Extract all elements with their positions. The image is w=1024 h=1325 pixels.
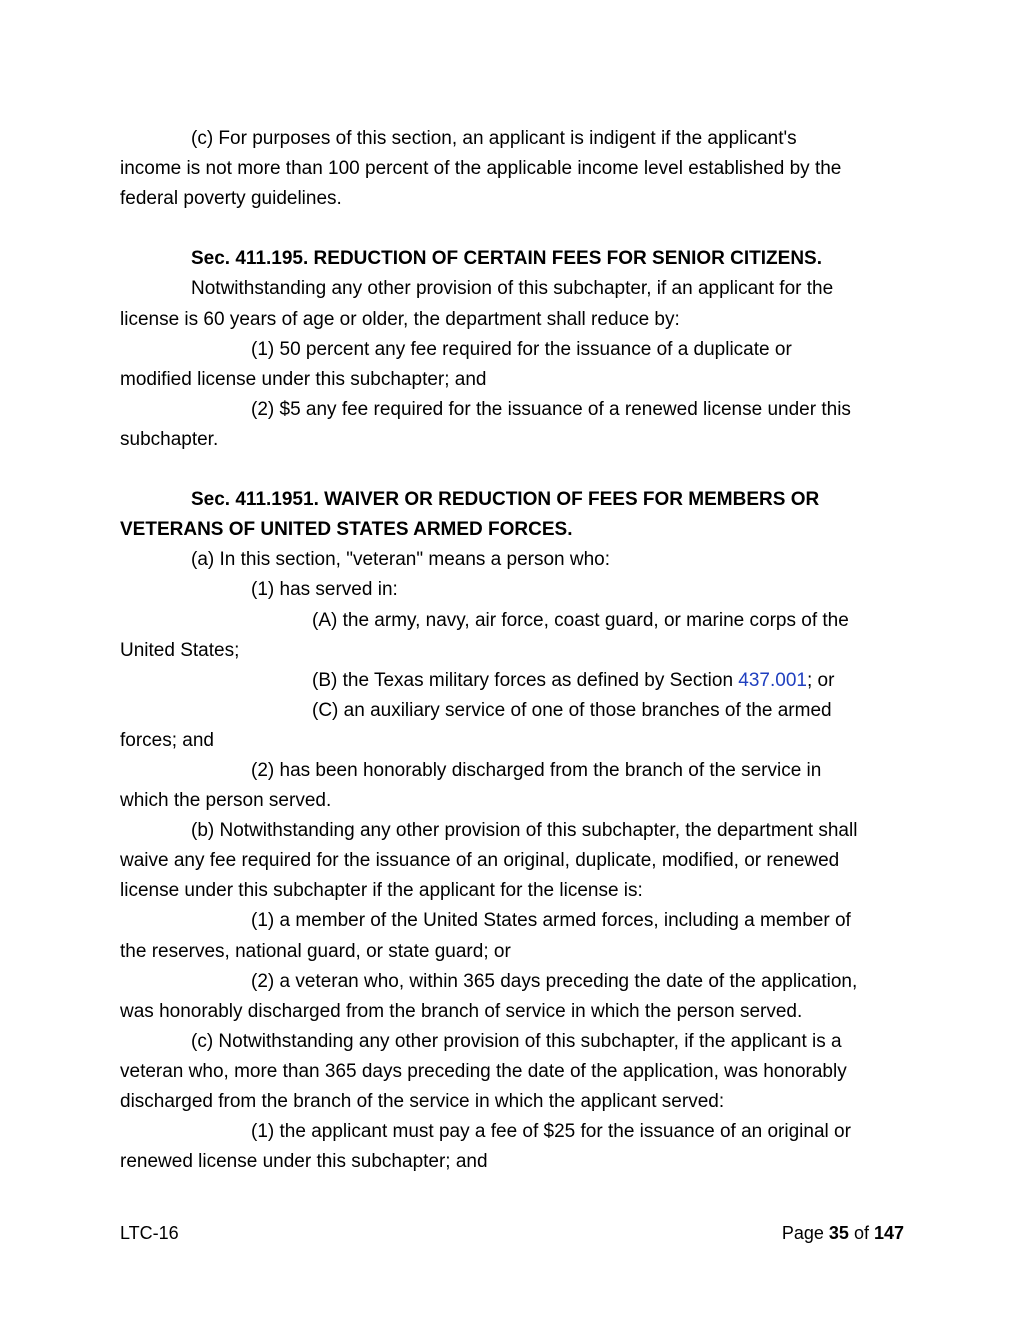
paragraph-line	[120, 666, 904, 696]
section-link[interactable]: 437.001	[738, 669, 807, 691]
paragraph-line: license is 60 years of age or older, the department shall reduce by:	[120, 308, 680, 330]
section-heading: Sec. 411.1951. WAIVER OR REDUCTION OF FEES FOR MEMBERS OR	[191, 489, 820, 511]
page-label: Page	[781, 1223, 829, 1243]
document-id: LTC-16	[120, 1223, 179, 1243]
spacer	[120, 214, 904, 244]
paragraph-line: forces; and	[120, 729, 214, 751]
paragraph-line: (c) Notwithstanding any other provision of this subchapter, if the applicant is a	[191, 1030, 842, 1052]
paragraph-line: (1) has served in:	[251, 579, 398, 601]
page-total: 147	[873, 1223, 904, 1243]
spacer	[120, 455, 904, 485]
paragraph-line: (c) For purposes of this section, an applicant is indigent if the applicant's	[191, 128, 797, 149]
paragraph-line: subchapter.	[120, 428, 219, 450]
section-heading-continued: VETERANS OF UNITED STATES ARMED FORCES.	[120, 519, 573, 541]
paragraph-line: (b) Notwithstanding any other provision of this subchapter, the department shall	[191, 820, 858, 842]
page-current: 35	[828, 1223, 849, 1243]
paragraph-line: discharged from the branch of the service in which the applicant served:	[120, 1091, 725, 1112]
paragraph-line: license under this subchapter if the applicant for the license is:	[120, 880, 643, 902]
line-text: (B) the Texas military forces as defined by Section	[312, 669, 739, 691]
paragraph-line: (2) a veteran who, within 365 days preceding the date of the application,	[251, 970, 858, 992]
paragraph-line: veteran who, more than 365 days preceding the date of the application, was honorably	[120, 1060, 847, 1082]
paragraph-line: waive any fee required for the issuance of an original, duplicate, modified, or renewed	[120, 850, 840, 872]
paragraph-line: (2) $5 any fee required for the issuance of a renewed license under this	[251, 398, 851, 420]
paragraph-line: Notwithstanding any other provision of this subchapter, if an applicant for the	[191, 278, 834, 300]
paragraph-line: (a) In this section, "veteran" means a person who:	[191, 549, 611, 571]
paragraph-line: (A) the army, navy, air force, coast guard, or marine corps of the	[312, 609, 849, 631]
paragraph-line: renewed license under this subchapter; and	[120, 1151, 488, 1173]
paragraph-line: United States;	[120, 639, 240, 661]
section-heading: Sec. 411.195. REDUCTION OF CERTAIN FEES FOR SENIOR CITIZENS.	[191, 248, 822, 270]
document-body	[120, 124, 904, 1177]
paragraph-line: (2) has been honorably discharged from the branch of the service in	[251, 759, 822, 781]
paragraph-line: (1) 50 percent any fee required for the issuance of a duplicate or	[251, 338, 792, 360]
paragraph-line: the reserves, national guard, or state guard; or	[120, 940, 511, 962]
paragraph-line: modified license under this subchapter; and	[120, 368, 487, 390]
paragraph-line: federal poverty guidelines.	[120, 188, 342, 210]
paragraph-line: income is not more than 100 percent of the applicable income level established by the	[120, 158, 842, 180]
page-number	[782, 1221, 904, 1245]
paragraph-line: which the person served.	[120, 790, 332, 812]
page-footer	[120, 1221, 904, 1245]
paragraph-line: was honorably discharged from the branch of service in which the person served.	[120, 1000, 803, 1022]
paragraph-line: (C) an auxiliary service of one of those branches of the armed	[312, 699, 832, 721]
line-text: ; or	[806, 669, 835, 691]
paragraph-line: (1) the applicant must pay a fee of $25 for the issuance of an original or	[251, 1121, 851, 1143]
paragraph-line: (1) a member of the United States armed forces, including a member of	[251, 910, 851, 932]
page-of-label: of	[848, 1223, 874, 1243]
